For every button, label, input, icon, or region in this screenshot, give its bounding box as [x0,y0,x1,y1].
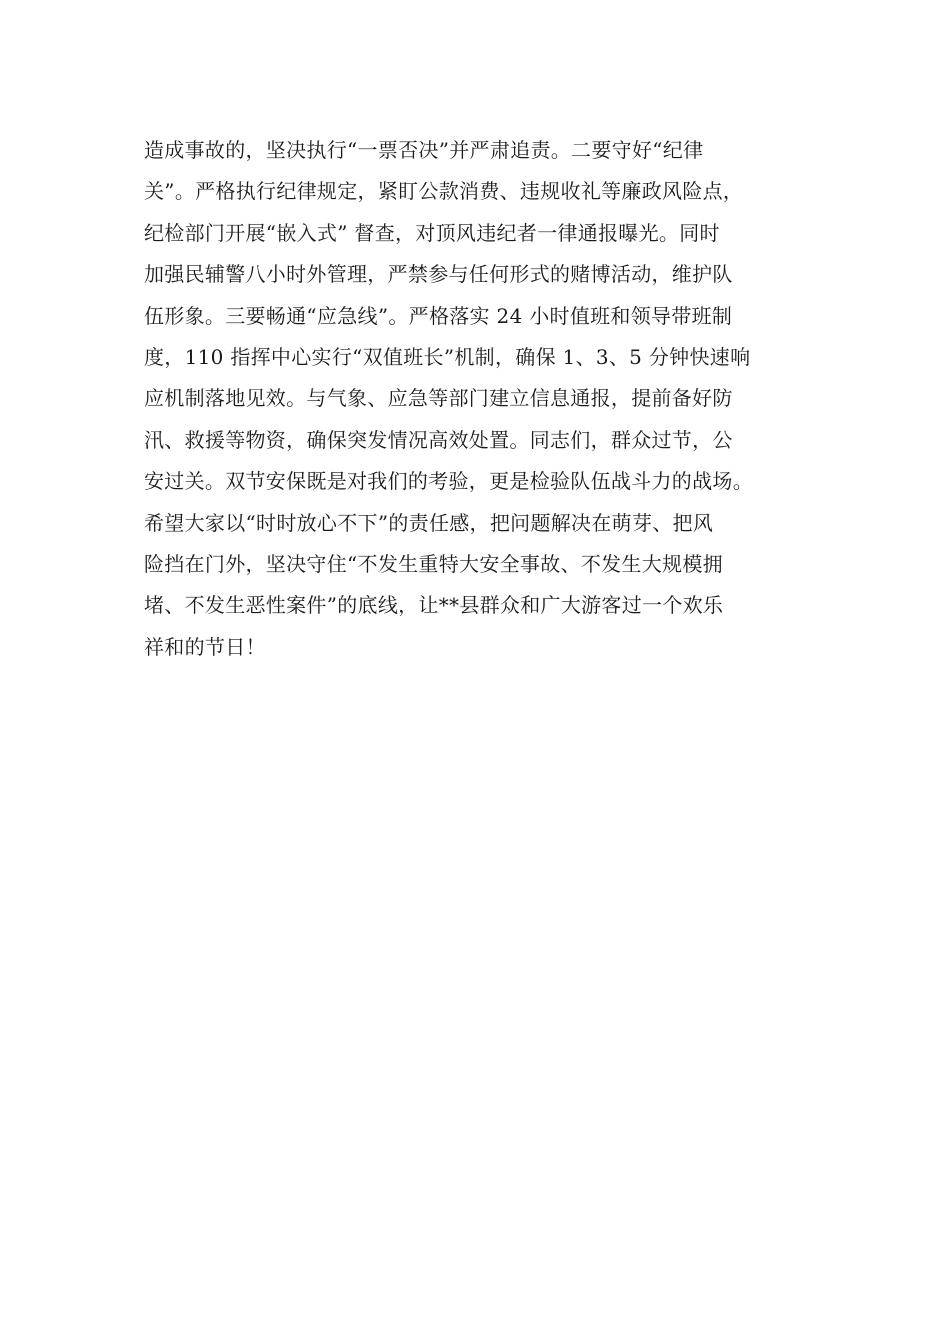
text-line: 伍形象。三要畅通“应急线”。严格落实 24 小时值班和领导带班制 [144,303,733,328]
text-line: 纪检部门开展“嵌入式” 督查，对顶风违纪者一律通报曝光。同时 [144,220,720,245]
body-paragraph [144,130,824,668]
text-line: 加强民辅警八小时外管理，严禁参与任何形式的赌博活动，维护队 [144,262,733,287]
text-line: 关”。严格执行纪律规定，紧盯公款消费、违规收礼等廉政风险点， [144,179,744,204]
text-line: 安过关。双节安保既是对我们的考验，更是检验队伍战斗力的战场。 [144,469,753,494]
text-line: 应机制落地见效。与气象、应急等部门建立信息通报，提前备好防 [144,386,733,411]
text-line: 汛、救援等物资，确保突发情况高效处置。同志们，群众过节，公 [144,427,733,452]
text-line: 度，110 指挥中心实行“双值班长”机制，确保 1、3、5 分钟快速响 [144,345,751,370]
text-line: 祥和的节日！ [144,634,266,659]
text-line: 堵、不发生恶性案件”的底线，让**县群众和广大游客过一个欢乐 [144,593,724,618]
text-line: 险挡在门外，坚决守住“不发生重特大安全事故、不发生大规模拥 [144,552,723,577]
text-line: 希望大家以“时时放心不下”的责任感，把问题解决在萌芽、把风 [144,510,714,535]
text-line: 造成事故的，坚决执行“一票否决”并严肃追责。二要守好“纪律 [144,138,704,162]
